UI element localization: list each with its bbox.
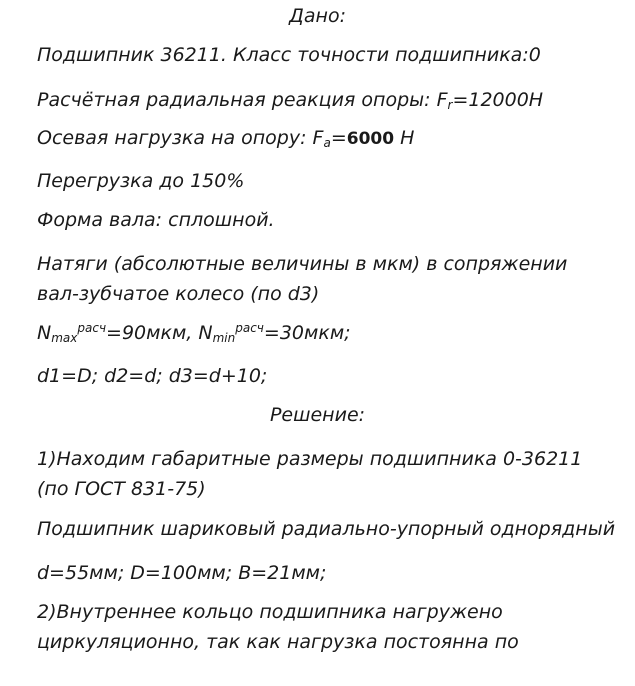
axial-load-line (37, 125, 414, 152)
radial-label: Расчётная радиальная реакция опоры: F (37, 89, 448, 111)
dimensions-line: d=55мм; D=100мм; B=21мм; (37, 562, 327, 584)
nmax-subscript: max (51, 331, 78, 345)
solution-heading: Решение: (269, 404, 366, 426)
bearing-type-line: Подшипник шариковый радиально-упорный однорядный (37, 518, 616, 540)
axial-label: Осевая нагрузка на опору: F (37, 127, 324, 149)
nmin-superscript: расч (235, 321, 264, 335)
step1-line-2: (по ГОСТ 831-75) (37, 478, 206, 500)
nmin-subscript: min (212, 331, 236, 345)
axial-subscript: a (323, 136, 331, 150)
nmin-value: =30мкм; (263, 322, 351, 344)
diameters-line: d1=D; d2=d; d3=d+10; (37, 365, 268, 387)
nmax-symbol: N (37, 322, 52, 344)
axial-value: 6000 (346, 129, 395, 149)
step1-line-1: 1)Находим габаритные размеры подшипника 0-36211 (37, 448, 583, 470)
radial-subscript: r (447, 98, 453, 112)
given-heading: Дано: (289, 5, 346, 27)
radial-value: =12000Н (452, 89, 544, 111)
interference-values-line (37, 320, 351, 346)
shaft-line: Форма вала: сплошной. (37, 209, 275, 231)
radial-reaction-line (37, 87, 543, 113)
step2-line-1: 2)Внутреннее кольцо подшипника нагружено (37, 601, 503, 623)
nmax-superscript: расч (77, 321, 107, 335)
bearing-line: Подшипник 36211. Класс точности подшипника:0 (37, 44, 541, 66)
axial-eq: = (330, 127, 347, 149)
axial-unit: Н (394, 127, 415, 149)
interference-line-1: Натяги (абсолютные величины в мкм) в сопряжении (37, 253, 568, 275)
overload-line: Перегрузка до 150% (37, 170, 245, 192)
nmax-value: =90мкм, (106, 322, 199, 344)
step2-line-2: циркуляционно, так как нагрузка постоянна по (37, 631, 519, 653)
interference-line-2: вал-зубчатое колесо (по d3) (37, 283, 320, 305)
nmin-symbol: N (198, 322, 213, 344)
